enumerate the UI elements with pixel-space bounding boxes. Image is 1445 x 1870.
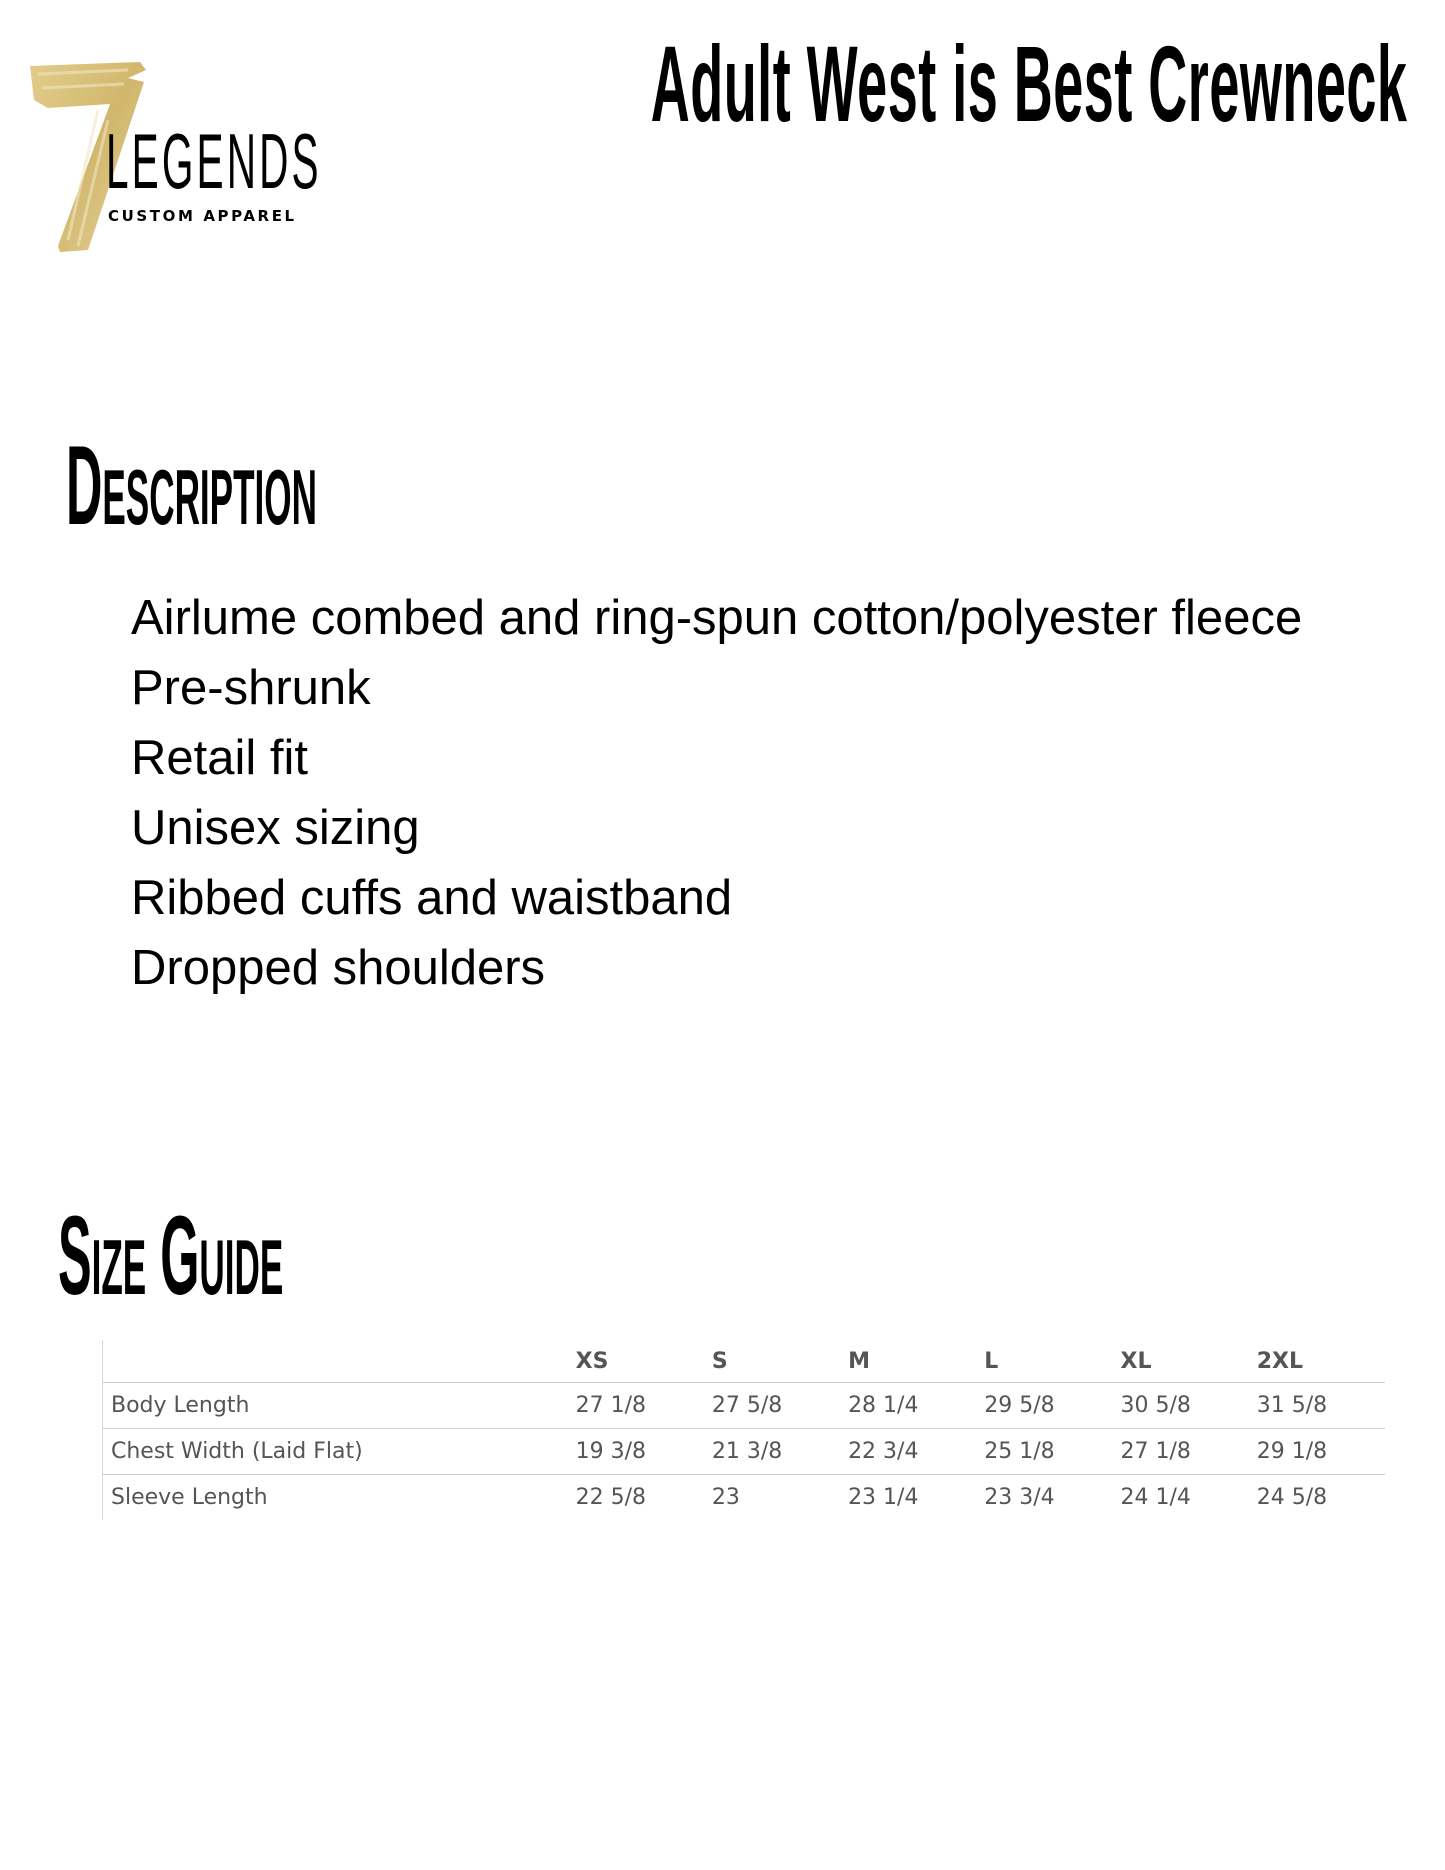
- table-cell: 22 3/4: [840, 1429, 976, 1475]
- table-row: [103, 1475, 1385, 1521]
- table-cell: 29 5/8: [976, 1383, 1112, 1429]
- table-cell: 24 1/4: [1120, 1485, 1191, 1510]
- description-item: Pre-shrunk: [131, 661, 371, 715]
- size-header-2xl: 2XL: [1249, 1340, 1385, 1383]
- size-table-container: [102, 1340, 1385, 1520]
- description-item: Retail fit: [131, 731, 309, 785]
- size-table: [103, 1340, 1385, 1520]
- brand-tagline: CUSTOM APPAREL: [108, 207, 297, 225]
- size-header-xs: XS: [568, 1340, 704, 1383]
- description-item: Airlume combed and ring-spun cotton/polyester fleece: [131, 591, 1303, 645]
- product-title: Adult West is Best Crewneck: [650, 23, 1407, 144]
- table-cell: 19 3/8: [568, 1429, 704, 1475]
- table-cell: 24 5/8: [1256, 1485, 1328, 1510]
- row-label-sleeve-length: Sleeve Length: [111, 1485, 268, 1510]
- description-item: Dropped shoulders: [131, 941, 546, 995]
- table-cell: 30 5/8: [1113, 1383, 1249, 1429]
- row-label-body-length: Body Length: [103, 1383, 568, 1429]
- table-cell: 27 5/8: [704, 1383, 840, 1429]
- table-row: [103, 1383, 1385, 1429]
- size-guide-heading: Size Guide: [58, 1193, 284, 1318]
- description-item: Ribbed cuffs and waistband: [131, 871, 733, 925]
- size-header-m: M: [840, 1340, 976, 1383]
- table-cell: 25 1/8: [976, 1429, 1112, 1475]
- table-cell: 27 1/8: [1113, 1429, 1249, 1475]
- table-cell: 23 1/4: [848, 1485, 919, 1510]
- description-heading: Description: [66, 423, 317, 548]
- table-cell: 23: [711, 1485, 740, 1510]
- table-cell: 23 3/4: [984, 1485, 1055, 1510]
- size-header-s: S: [704, 1340, 840, 1383]
- table-cell: 27 1/8: [568, 1383, 704, 1429]
- table-cell: 29 1/8: [1249, 1429, 1385, 1475]
- size-header-row: [103, 1340, 1385, 1383]
- description-item: Unisex sizing: [131, 801, 420, 855]
- header-blank-cell: [103, 1340, 568, 1383]
- table-cell: 28 1/4: [840, 1383, 976, 1429]
- description-list: [131, 583, 1302, 1003]
- table-cell: 22 5/8: [575, 1485, 647, 1510]
- brand-logo: [28, 60, 322, 260]
- size-header-l: L: [976, 1340, 1112, 1383]
- table-cell: 21 3/8: [704, 1429, 840, 1475]
- table-cell: 31 5/8: [1249, 1383, 1385, 1429]
- size-header-xl: XL: [1113, 1340, 1249, 1383]
- table-row: [103, 1429, 1385, 1475]
- brand-wordmark: LEGENDS: [106, 117, 322, 205]
- row-label-chest-width: Chest Width (Laid Flat): [103, 1429, 568, 1475]
